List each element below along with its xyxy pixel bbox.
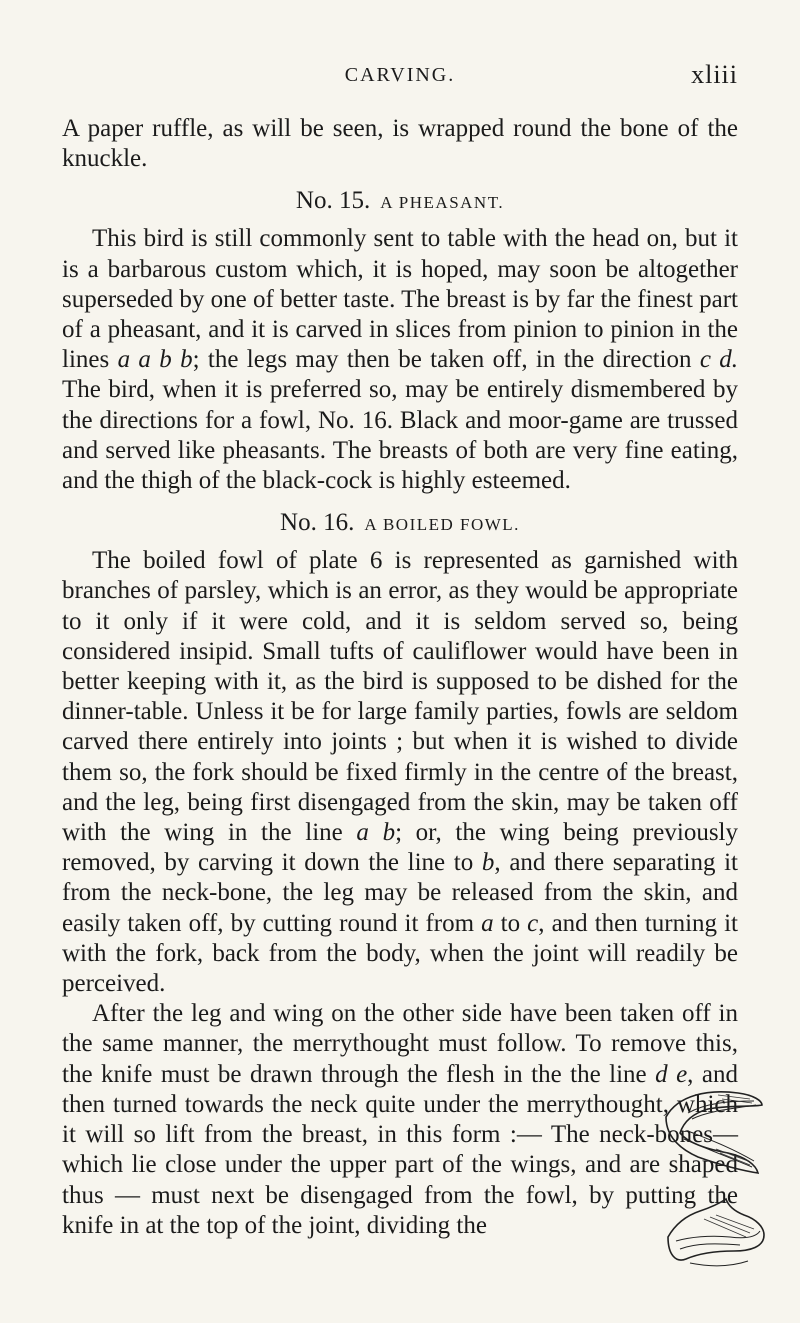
text-run: , and then turned towards the neck quite under the merrythought, which it will so lift from the breast, in this form :— The neck-bones—which lie close under the upper part of the wings, and are shaped thus — must next be disengaged from the fowl, by putting the knife in at the top of the joint, dividing the xyxy=(62,1060,738,1239)
book-page xyxy=(62,58,738,1241)
merrythought-section xyxy=(62,999,738,1241)
text-run: The boiled fowl of plate 6 is represented as garnished with branches of parsley, which is an error, as they would be appropriate to it only if it were cold, and it is seldom served so, being considered insipid. Small tufts of cauliflower would have been in better keeping with it, as the bird is supposed to be dished for the dinner-table. Unless it be for large family parties, fowls are seldom carved there entirely into joints ; but when it is wished to divide them so, the fork should be fixed firmly in the centre of the breast, and the leg, being first disengaged from the skin, may be taken off with the wing in the line xyxy=(62,547,738,847)
italic-letters: c xyxy=(527,909,539,937)
text-run: This bird is still commonly sent to table with the head on, but it is a barbarous custom which, it is hoped, may soon be altogether superseded by one of better taste. The breast is by far the finest part of a pheasant, and it is carved in slices from pinion to pinion in the lines xyxy=(62,225,738,374)
merrythought-figure xyxy=(658,1087,768,1183)
text-run: ; or, the wing being previously removed, by carving it down the line to xyxy=(62,819,738,877)
text-run: ; the legs may then be taken off, in the direction xyxy=(192,346,700,374)
intro-paragraph: A paper ruffle, as will be seen, is wrapped round the bone of the knuckle. xyxy=(62,115,738,173)
section-number: No. 16. xyxy=(280,509,355,537)
text-run: to xyxy=(493,909,528,937)
section-title: A PHEASANT. xyxy=(380,193,505,213)
italic-letters: d e xyxy=(655,1060,688,1088)
neck-bone-illustration xyxy=(660,1197,770,1271)
section-heading-16 xyxy=(62,508,738,540)
text-run: , and there separating it from the neck-bone, the leg may be released from the skin, and easily taken off, by cutting round it from xyxy=(62,849,738,937)
italic-letters: c d. xyxy=(699,346,739,374)
italic-letters: a a b b xyxy=(117,346,193,374)
italic-letters: a b xyxy=(356,819,396,847)
text-run: , and then turning it with the fork, back from the body, when the joint will readily be perceived. xyxy=(62,909,738,998)
merrythought-illustration xyxy=(658,1087,768,1183)
merrythought-paragraph xyxy=(62,999,738,1241)
text-run: After the leg and wing on the other side have been taken off in the same manner, the merrythought must follow. To remove this, the knife must be drawn through the flesh in the the line xyxy=(62,1000,738,1088)
page-number: xliii xyxy=(691,60,738,89)
italic-letters: a xyxy=(481,909,494,937)
pheasant-paragraph xyxy=(62,224,738,496)
section-heading-15 xyxy=(62,186,738,218)
section-number: No. 15. xyxy=(295,187,371,215)
running-head xyxy=(62,58,738,98)
text-run: The bird, when it is preferred so, may be entirely dismembered by the directions for a fowl, No. 16. Black and moor-game are trussed and served like pheasants. The breasts of both are very fine eating, and the thigh of the black-cock is highly esteemed. xyxy=(62,376,738,495)
running-title: CARVING. xyxy=(344,64,456,86)
section-title: A BOILED FOWL. xyxy=(364,515,520,535)
boiled-fowl-paragraph xyxy=(62,546,738,999)
neck-bone-figure xyxy=(660,1197,770,1271)
italic-letters: b xyxy=(481,849,495,877)
